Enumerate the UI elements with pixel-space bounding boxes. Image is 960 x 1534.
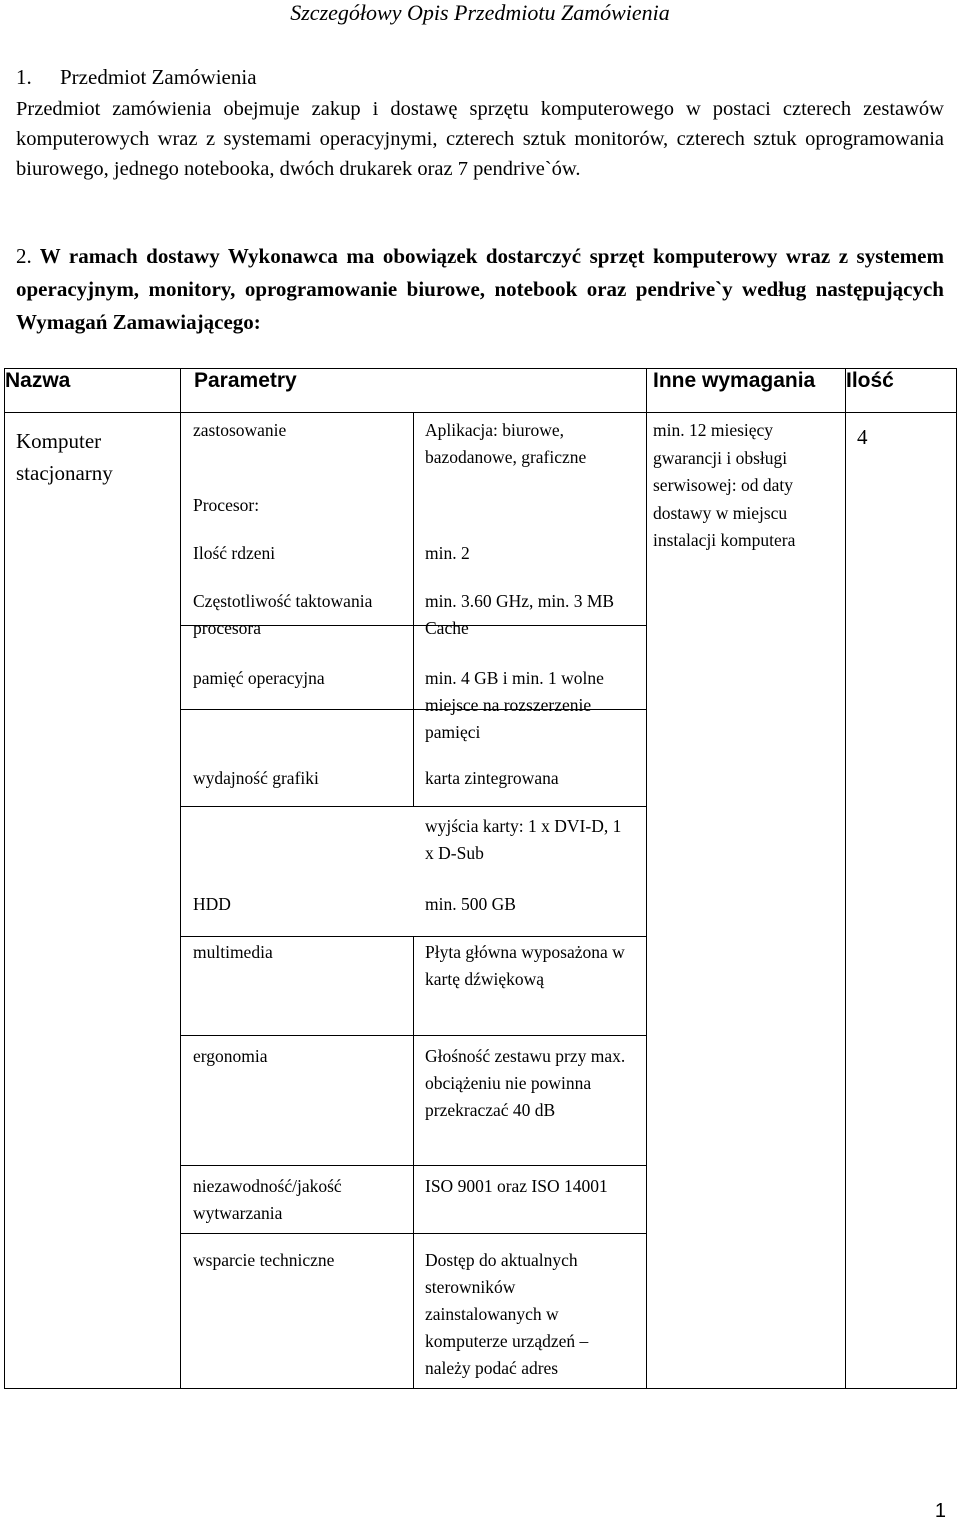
section-1-heading bbox=[16, 64, 257, 90]
cell-params bbox=[181, 413, 647, 1389]
table-row bbox=[5, 413, 957, 1389]
cell-qty bbox=[846, 413, 957, 1389]
param-value: wyjścia karty: 1 x DVI-D, 1 x D-Sub bbox=[425, 816, 622, 863]
param-value: min. 4 GB i min. 1 wolne miejsce na rozszerzenie pamięci bbox=[425, 668, 604, 742]
param-value: karta zintegrowana bbox=[425, 768, 559, 788]
param-label: Częstotliwość taktowania procesora bbox=[193, 591, 373, 638]
params-grid bbox=[181, 413, 646, 1388]
header-name: Nazwa bbox=[5, 369, 181, 413]
header-qty: Ilość bbox=[846, 369, 957, 413]
param-label: wydajność grafiki bbox=[193, 768, 319, 788]
quantity: 4 bbox=[857, 425, 868, 449]
params-column-divider bbox=[413, 936, 414, 1388]
header-other: Inne wymagania bbox=[647, 369, 846, 413]
param-label: pamięć operacyjna bbox=[193, 668, 325, 688]
param-value: min. 2 bbox=[425, 543, 470, 563]
param-value: Głośność zestawu przy max. obciążeniu nie powinna przekraczać 40 dB bbox=[425, 1046, 626, 1120]
param-label: Ilość rdzeni bbox=[193, 543, 276, 563]
param-value: ISO 9001 oraz ISO 14001 bbox=[425, 1176, 608, 1196]
params-divider bbox=[181, 806, 646, 807]
param-value: Aplikacja: biurowe, bazodanowe, graficzne bbox=[425, 420, 587, 467]
other-requirements: min. 12 miesięcy gwarancji i obsługi serwisowej: od daty dostawy w miejscu instalacji komputera bbox=[653, 420, 796, 550]
param-value: Dostęp do aktualnych sterowników zainstalowanych w komputerze urządzeń – należy podać adres bbox=[425, 1250, 589, 1378]
section-2 bbox=[16, 240, 944, 339]
param-label: HDD bbox=[193, 894, 231, 914]
param-label: niezawodność/jakość wytwarzania bbox=[193, 1176, 342, 1223]
section-1-title: Przedmiot Zamówienia bbox=[60, 65, 257, 89]
cell-other bbox=[647, 413, 846, 1389]
section-2-number: 2. bbox=[16, 244, 32, 268]
cell-name bbox=[5, 413, 181, 1389]
table-header-row bbox=[5, 369, 957, 413]
header-params: Parametry bbox=[181, 369, 647, 413]
section-2-text: W ramach dostawy Wykonawca ma obowiązek dostarczyć sprzęt komputerowy wraz z systemem operacyjnym, monitory, oprogramowanie biurowe, notebook oraz pendrive`y według następujących Wymagań Zamawiającego: bbox=[16, 244, 944, 334]
param-value: min. 3.60 GHz, min. 3 MB Cache bbox=[425, 591, 615, 638]
param-label: multimedia bbox=[193, 942, 273, 962]
document-title: Szczegółowy Opis Przedmiotu Zamówienia bbox=[290, 0, 670, 25]
product-name-line-2: stacjonarny bbox=[16, 461, 113, 485]
param-value: Płyta główna wyposażona w kartę dźwiękową bbox=[425, 942, 625, 989]
section-1-body: Przedmiot zamówienia obejmuje zakup i dostawę sprzętu komputerowego w postaci czterech zestawów komputerowych wraz z systemami operacyjnymi, czterech sztuk monitorów, czterech sztuk oprogramowania biurowego, jednego notebooka, dwóch drukarek oraz 7 pendrive`ów. bbox=[16, 98, 944, 180]
param-label: wsparcie techniczne bbox=[193, 1250, 335, 1270]
param-label: ergonomia bbox=[193, 1046, 268, 1066]
params-column-divider bbox=[413, 413, 414, 806]
param-label: zastosowanie bbox=[193, 420, 287, 440]
product-name-line-1: Komputer bbox=[16, 429, 102, 453]
page-number: 1 bbox=[934, 1500, 946, 1522]
param-label: Procesor: bbox=[193, 495, 260, 515]
section-1-number: 1. bbox=[16, 65, 32, 89]
requirements-table bbox=[4, 368, 957, 1389]
param-value: min. 500 GB bbox=[425, 894, 516, 914]
